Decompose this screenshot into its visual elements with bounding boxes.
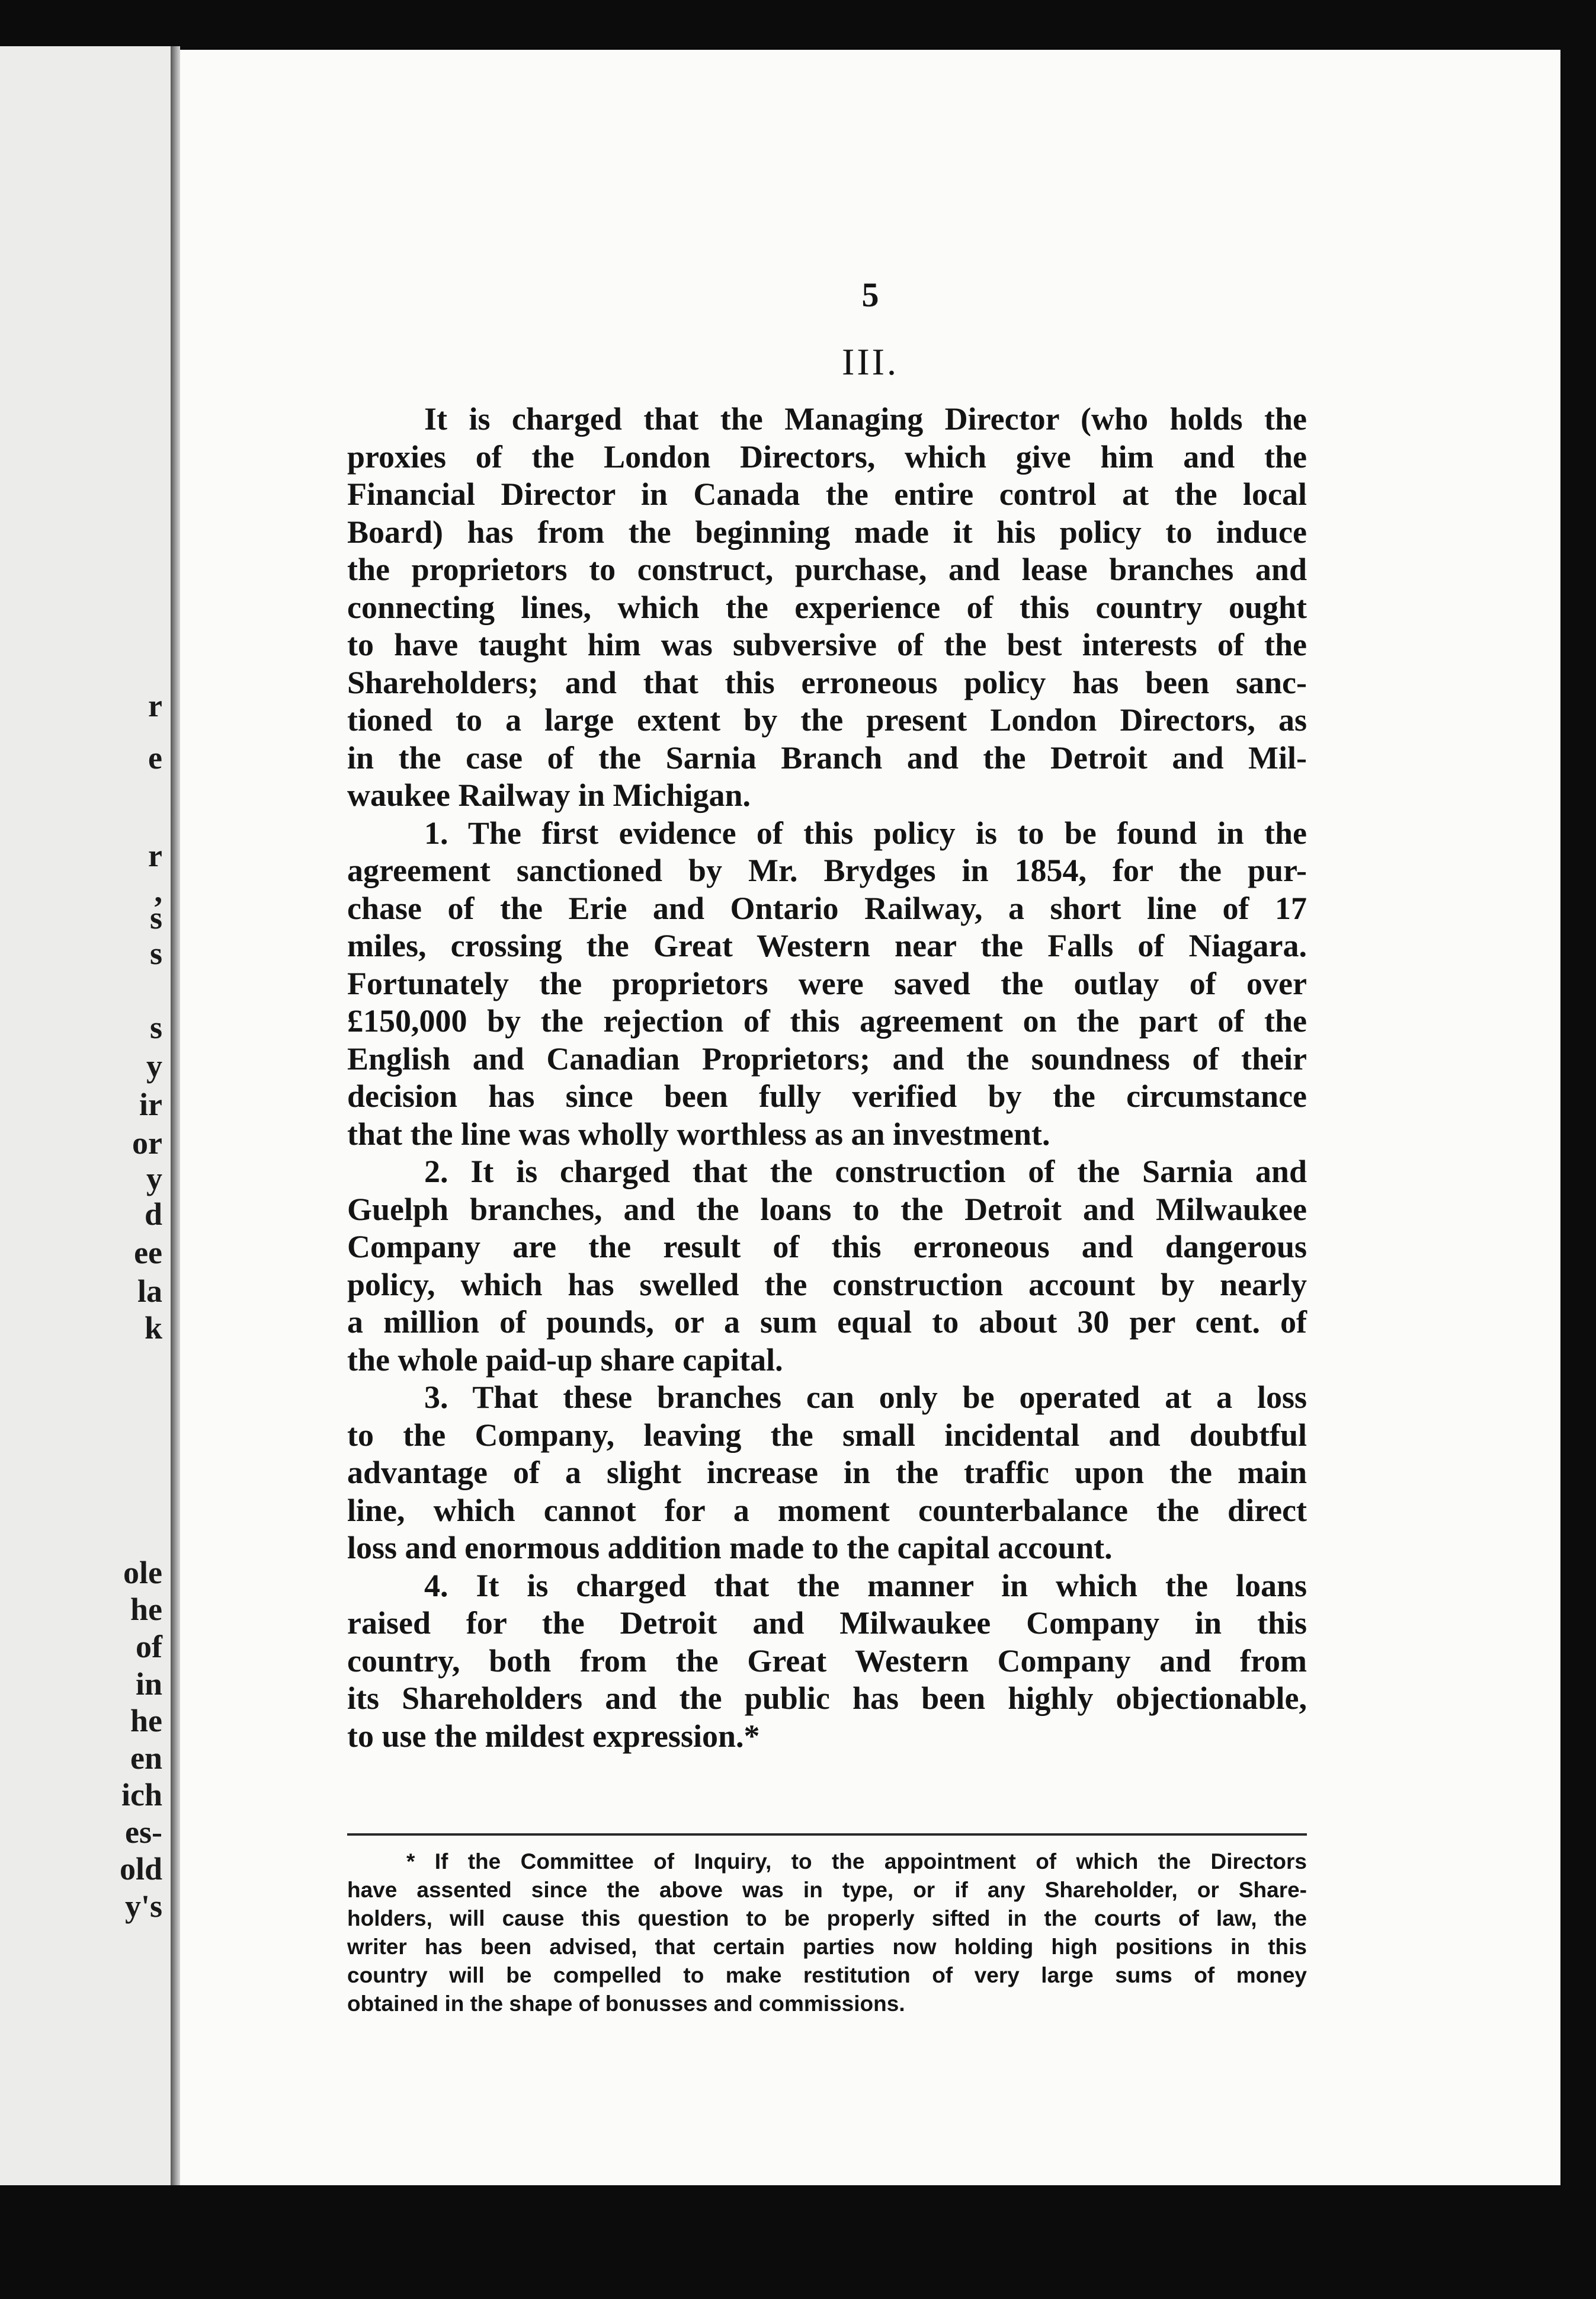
text-line: Financial Director in Canada the entire control at the local [347,476,1307,512]
text-line: decision has since been fully verified by the circumstance [347,1078,1307,1114]
text-line: that the line was wholly worthless as an investment. [347,1116,1050,1152]
facing-page-fragment: ich [121,1777,162,1813]
text-line: Company are the result of this erroneous and dangerous [347,1229,1307,1264]
text-line: It is charged that the Managing Director (who holds the [424,401,1307,437]
footnote-line: obtained in the shape of bonusses and commissions. [347,1991,905,2016]
facing-page-fragment: of [136,1629,162,1664]
text-line: to the Company, leaving the small incidental and doubtful [347,1417,1307,1453]
text-line: Fortunately the proprietors were saved the outlay of over [347,965,1307,1001]
facing-page-fragment: or [132,1125,162,1161]
text-line: the whole paid-up share capital. [347,1341,783,1378]
facing-page-fragment: la [137,1273,162,1309]
text-line: Guelph branches, and the loans to the Detroit and Milwaukee [347,1191,1307,1227]
footnote-line: country will be compelled to make restitution of very large sums of money [347,1963,1307,1987]
text-line: English and Canadian Proprietors; and the soundness of their [347,1040,1307,1077]
footnote-line: have assented since the above was in type, or if any Shareholder, or Share- [347,1878,1307,1902]
text-line: 4. It is charged that the manner in which the loans [424,1567,1307,1603]
text-line: line, which cannot for a moment counterbalance the direct [347,1492,1307,1528]
text-line: tioned to a large extent by the present London Directors, as [347,702,1307,738]
text-line: raised for the Detroit and Milwaukee Company in this [347,1605,1307,1641]
text-line: Board) has from the beginning made it his policy to induce [347,514,1307,550]
footnote-line: holders, will cause this question to be properly sifted in the courts of law, the [347,1906,1307,1930]
text-line: 2. It is charged that the construction of the Sarnia and [424,1154,1307,1189]
facing-page-fragment: d [144,1196,162,1232]
text-line: chase of the Erie and Ontario Railway, a short line of 17 [347,890,1307,926]
facing-page-fragment: ir [139,1087,162,1122]
footnote-divider [347,1833,1307,1836]
facing-page-fragment: ee [134,1235,162,1270]
footnote-line: writer has been advised, that certain parties now holding high positions in this [347,1935,1307,1959]
page-number: 5 [861,276,879,314]
facing-page-fragment: , [154,873,162,909]
text-line: the proprietors to construct, purchase, and lease branches and [347,552,1307,587]
facing-page-fragment: s [149,936,162,971]
text-line: connecting lines, which the experience of this country ought [347,589,1307,625]
facing-page-fragment: r [148,688,162,723]
body-text [347,401,1307,1755]
footnote-line: * If the Committee of Inquiry, to the appointment of which the Directors [406,1849,1307,1874]
facing-page-fragment: s [149,900,162,936]
facing-page-fragment: he [130,1703,162,1738]
facing-page [0,46,171,2185]
text-line: loss and enormous addition made to the capital account. [347,1530,1113,1565]
facing-page-fragment: k [144,1310,162,1346]
facing-page-fragment: r [148,838,162,873]
facing-page-fragment: he [130,1592,162,1627]
text-line: a million of pounds, or a sum equal to about 30 per cent. of [347,1304,1307,1340]
facing-page-fragment: e [148,740,162,776]
section-heading: III. [842,341,899,383]
book-gutter [171,46,180,2185]
facing-page-fragment: s [149,1010,162,1045]
facing-page-fragment: old [119,1851,162,1887]
text-line: to have taught him was subversive of the best interests of the [347,627,1307,662]
facing-page-fragment: in [135,1666,162,1702]
text-line: agreement sanctioned by Mr. Brydges in 1854, for the pur- [347,853,1307,888]
facing-page-fragment: en [130,1740,162,1776]
facing-page-fragment: ole [123,1555,162,1590]
facing-page-fragment: y [146,1048,162,1084]
text-line: £150,000 by the rejection of this agreement on the part of the [347,1003,1307,1039]
text-line: advantage of a slight increase in the traffic upon the main [347,1455,1307,1490]
text-line: proxies of the London Directors, which give him and the [347,438,1307,475]
text-line: waukee Railway in Michigan. [347,777,751,813]
facing-page-fragment: y's [124,1888,162,1924]
footnote [347,1847,1307,2018]
text-line: policy, which has swelled the construction account by nearly [347,1266,1307,1302]
text-line: its Shareholders and the public has been highly objectionable, [347,1680,1307,1716]
text-line: country, both from the Great Western Company and from [347,1642,1307,1679]
text-line: miles, crossing the Great Western near the Falls of Niagara. [347,928,1307,963]
text-line: 1. The first evidence of this policy is to be found in the [424,815,1307,851]
text-line: to use the mildest expression.* [347,1718,760,1754]
text-line: Shareholders; and that this erroneous policy has been sanc- [347,664,1307,700]
text-line: 3. That these branches can only be operated at a loss [424,1379,1307,1415]
document-page [180,50,1560,2185]
text-line: in the case of the Sarnia Branch and the Detroit and Mil- [347,739,1307,776]
facing-page-fragment: y [146,1161,162,1196]
facing-page-fragment: es- [125,1814,162,1850]
